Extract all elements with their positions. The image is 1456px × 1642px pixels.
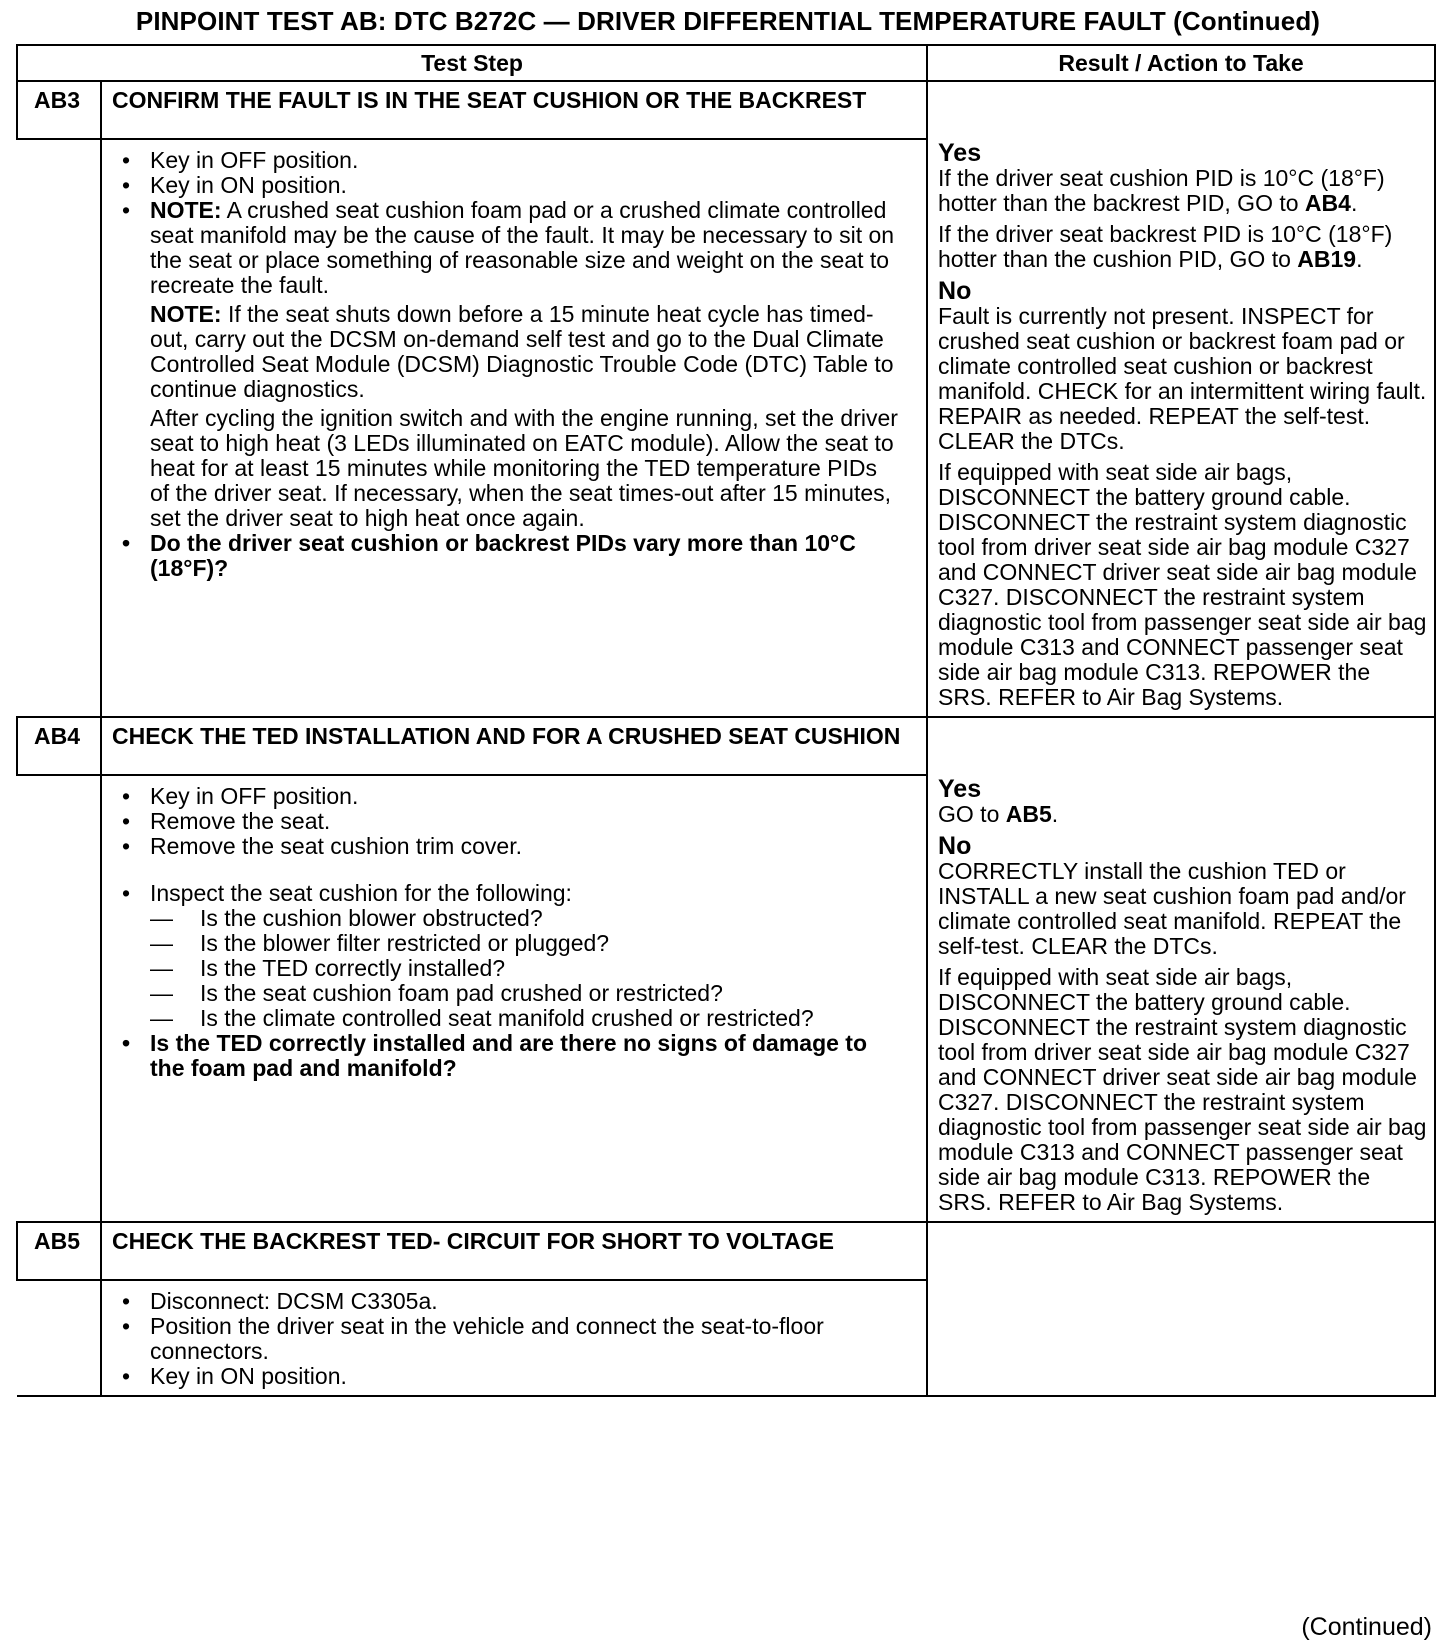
yes-action: GO to AB5. [938, 801, 1059, 827]
step-heading: CHECK THE BACKREST TED- CIRCUIT FOR SHORT TO VOLTAGE [101, 1222, 927, 1280]
step-bullet: • Disconnect: DCSM C3305a. [112, 1289, 898, 1314]
yes-label: Yes [938, 139, 982, 167]
step-reference: AB19 [1297, 246, 1357, 272]
yes-label: Yes [938, 775, 982, 803]
step-reference: AB5 [1005, 801, 1052, 827]
page-title: PINPOINT TEST AB: DTC B272C — DRIVER DIFFERENTIAL TEMPERATURE FAULT (Continued) [135, 6, 1321, 36]
step-question: • Is the TED correctly installed and are there no signs of damage to the foam pad and manifold? [112, 1031, 898, 1081]
step-bullet: • Inspect the seat cushion for the following: — Is the cushion blower obstructed? — Is the blower filter restricted or plugged? — Is the TED correctly installed? — Is the seat cushion foam pad crushed or restricted? — Is the climate controlled seat manifold crushed or restricted? [112, 881, 898, 1031]
no-action: Fault is currently not present. INSPECT for crushed seat cushion or backrest foam pad or climate controlled seat cushion or backrest manifold. CHECK for an intermittent wiring fault. REPAIR as needed. REPEAT the self-test. CLEAR the DTCs. [938, 303, 1427, 454]
airbag-instructions: If equipped with seat side air bags, DISCONNECT the battery ground cable. DISCONNECT the restraint system diagnostic tool from driver seat side air bag module C327 and CONNECT driver seat side air bag module C327. DISCONNECT the restraint system diagnostic tool from passenger seat side air bag module C313 and CONNECT passenger seat side air bag module C313. REPOWER the SRS. REFER to Air Bag Systems. [938, 459, 1427, 710]
step-body [101, 1280, 927, 1396]
step-bullet: • Key in OFF position. [112, 148, 898, 173]
step-bullet: • Position the driver seat in the vehicle and connect the seat-to-floor connectors. [112, 1314, 898, 1364]
checklist-item: — Is the blower filter restricted or plugged? [150, 931, 898, 956]
step-bullet: • Remove the seat. [112, 809, 898, 834]
note-label: NOTE: [150, 197, 222, 223]
step-reference: AB4 [1304, 190, 1351, 216]
step-note: • NOTE: A crushed seat cushion foam pad or a crushed climate controlled seat manifold may be the cause of the fault. It may be necessary to sit on the seat or place something of reasonable size and weight on the seat to recreate the fault. [112, 198, 898, 298]
step-bullet: • Remove the seat cushion trim cover. [112, 834, 898, 859]
step-header-row [17, 717, 1435, 775]
step-result [927, 1222, 1435, 1396]
step-id: AB4 [17, 717, 101, 775]
step-id: AB3 [17, 81, 101, 139]
step-bullet: • Key in ON position. [112, 173, 898, 198]
checklist-item: — Is the seat cushion foam pad crushed or restricted? [150, 981, 898, 1006]
step-id: AB5 [17, 1222, 101, 1280]
step-paragraph: After cycling the ignition switch and with the engine running, set the driver seat to high heat (3 LEDs illuminated on EATC module). Allow the seat to heat for at least 15 minutes while monitoring the TED temperature PIDs of the driver seat. If necessary, when the seat times-out after 15 minutes, set the driver seat to high heat once again. [150, 405, 898, 531]
no-action: CORRECTLY install the cushion TED or INSTALL a new seat cushion foam pad and/or climate controlled seat manifold. REPEAT the self-test. CLEAR the DTCs. [938, 858, 1406, 959]
step-body [101, 139, 927, 717]
no-label: No [938, 832, 972, 860]
yes-action: If the driver seat backrest PID is 10°C (18°F) hotter than the cushion PID, GO to AB19. [938, 221, 1393, 272]
column-header-result: Result / Action to Take [927, 45, 1435, 81]
step-heading: CONFIRM THE FAULT IS IN THE SEAT CUSHION OR THE BACKREST [101, 81, 927, 139]
step-header-row [17, 81, 1435, 139]
checklist-item: — Is the TED correctly installed? [150, 956, 898, 981]
airbag-instructions: If equipped with seat side air bags, DISCONNECT the battery ground cable. DISCONNECT the restraint system diagnostic tool from driver seat side air bag module C327 and CONNECT driver seat side air bag module C327. DISCONNECT the restraint system diagnostic tool from passenger seat side air bag module C313 and CONNECT passenger seat side air bag module C313. REPOWER the SRS. REFER to Air Bag Systems. [938, 964, 1427, 1215]
step-header-row [17, 1222, 1435, 1280]
checklist-item: — Is the climate controlled seat manifold crushed or restricted? [150, 1006, 898, 1031]
continued-footer: (Continued) [1301, 1613, 1432, 1641]
no-label: No [938, 277, 972, 305]
step-result [927, 717, 1435, 1222]
step-note: NOTE: If the seat shuts down before a 15 minute heat cycle has timed-out, carry out the DCSM on-demand self test and go to the Dual Climate Controlled Seat Module (DCSM) Diagnostic Trouble Code (DTC) Table to continue diagnostics. [150, 301, 894, 402]
table-header-row [17, 45, 1435, 81]
step-bullet: • Key in ON position. [112, 1364, 898, 1389]
inspection-checklist [150, 906, 898, 1031]
checklist-item: — Is the cushion blower obstructed? [150, 906, 898, 931]
column-header-test-step: Test Step [17, 45, 927, 81]
step-body [101, 775, 927, 1222]
yes-action: If the driver seat cushion PID is 10°C (18°F) hotter than the backrest PID, GO to AB4. [938, 165, 1385, 216]
note-label: NOTE: [150, 301, 222, 327]
step-heading: CHECK THE TED INSTALLATION AND FOR A CRUSHED SEAT CUSHION [101, 717, 927, 775]
step-question: • Do the driver seat cushion or backrest PIDs vary more than 10°C (18°F)? [112, 531, 898, 581]
pinpoint-test-table [16, 44, 1436, 1397]
step-bullet: • Key in OFF position. [112, 784, 898, 809]
step-result [927, 81, 1435, 717]
